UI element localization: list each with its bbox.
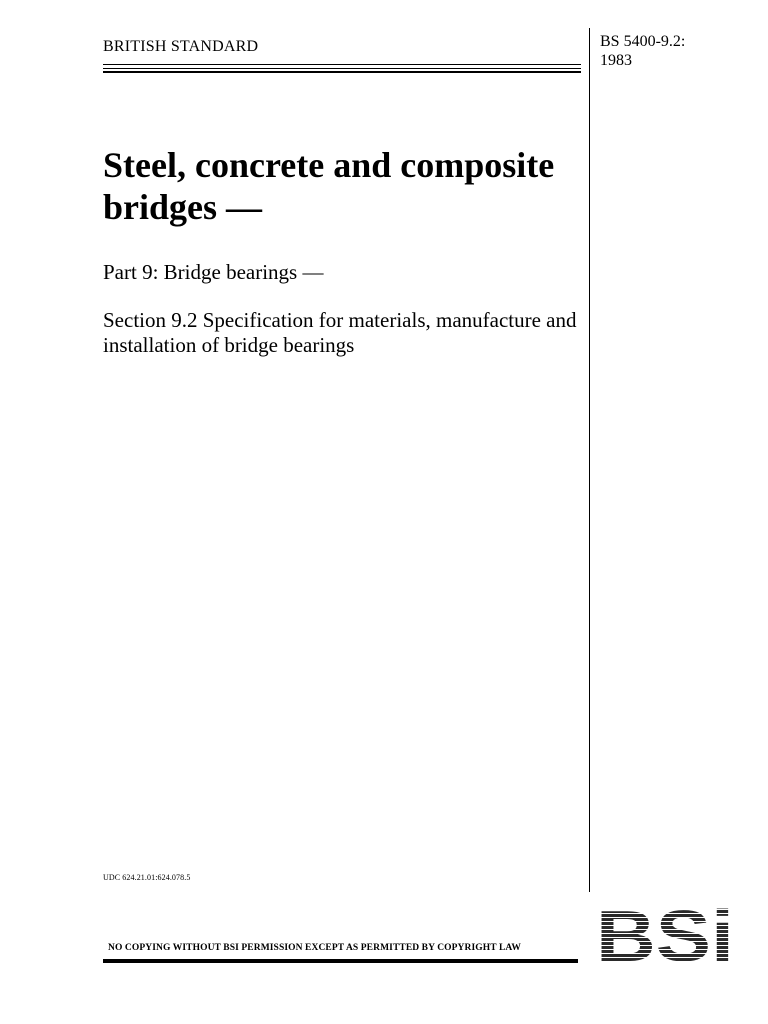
- copyright-notice: NO COPYING WITHOUT BSI PERMISSION EXCEPT AS PERMITTED BY COPYRIGHT LAW: [108, 943, 521, 953]
- part-title: Part 9: Bridge bearings —: [103, 260, 324, 284]
- standard-number: [600, 32, 750, 70]
- footer-rule: [103, 959, 578, 963]
- document-type-label: BRITISH STANDARD: [103, 38, 259, 55]
- header-thick-rule: [103, 71, 581, 73]
- vertical-divider: [589, 28, 590, 892]
- header-double-rule: [103, 64, 581, 69]
- standard-number-line2: 1983: [600, 52, 632, 69]
- standard-number-line1: BS 5400-9.2:: [600, 33, 686, 50]
- main-title: Steel, concrete and composite bridges —: [103, 145, 555, 227]
- bsi-logo-text: BSi: [596, 906, 734, 966]
- section-title: Section 9.2 Specification for materials, manufacture and installation of bridge bearings: [103, 308, 577, 357]
- bsi-logo: [596, 906, 734, 966]
- udc-classification: UDC 624.21.01:624.078.5: [103, 873, 191, 882]
